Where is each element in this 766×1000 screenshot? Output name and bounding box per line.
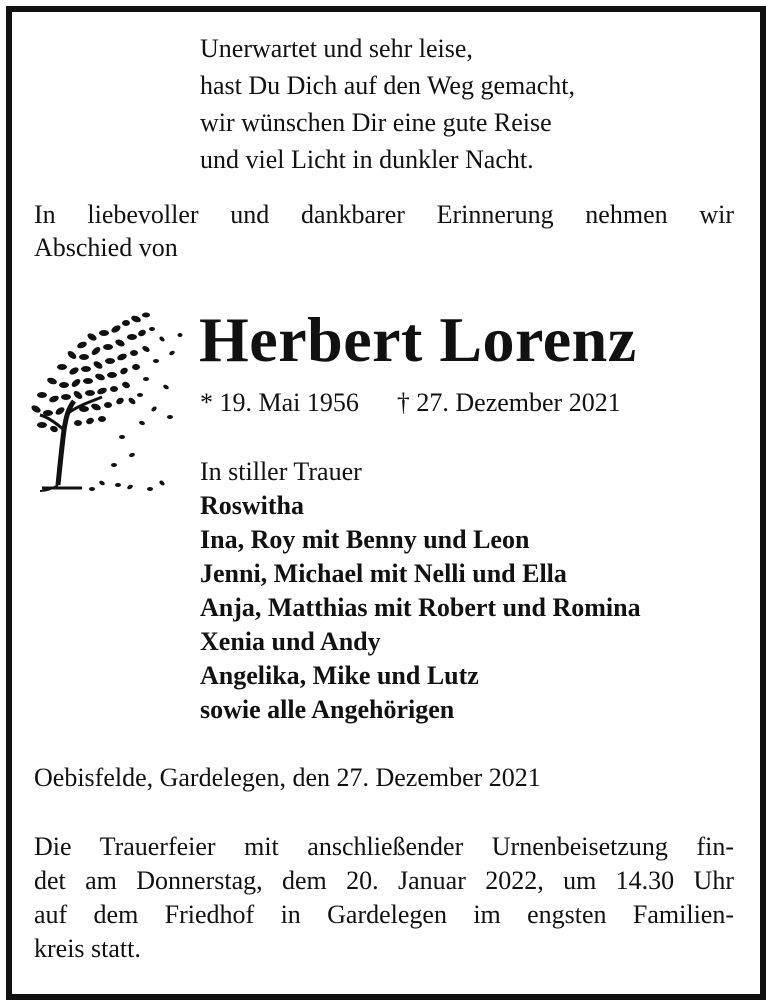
mourner-line: Roswitha <box>200 491 305 520</box>
mourner-line: Jenni, Michael mit Nelli und Ella <box>200 559 567 588</box>
notice-line: auf dem Friedhof in Gardelegen im engsten Familien- <box>34 900 734 929</box>
mourner-line: sowie alle Angehörigen <box>200 695 455 724</box>
notice-line: Die Trauerfeier mit anschließender Urnenbeisetzung fin- <box>34 832 734 861</box>
notice-line: det am Donnerstag, dem 20. Januar 2022, um 14.30 Uhr <box>34 866 734 895</box>
life-dates <box>200 385 621 421</box>
deceased-name: Herbert Lorenz <box>199 304 637 375</box>
intro-text <box>34 198 734 264</box>
mourning-heading: In stiller Trauer <box>200 457 362 486</box>
poem <box>200 30 575 178</box>
funeral-notice <box>34 830 734 966</box>
poem-line: Unerwartet und sehr leise, <box>200 34 473 63</box>
tree-with-falling-leaves-icon <box>22 305 187 500</box>
mourner-line: Ina, Roy mit Benny und Leon <box>200 525 530 554</box>
mourner-line: Anja, Matthias mit Robert und Romina <box>200 593 641 622</box>
mourner-line: Angelika, Mike und Lutz <box>200 661 479 690</box>
intro-line: In liebevoller und dankbarer Erinnerung nehmen wir <box>34 200 734 229</box>
notice-line: kreis statt. <box>34 934 141 963</box>
poem-line: und viel Licht in dunkler Nacht. <box>200 145 534 174</box>
intro-line: Abschied von <box>34 233 178 262</box>
birth-date: * 19. Mai 1956 <box>200 388 359 417</box>
poem-line: hast Du Dich auf den Weg gemacht, <box>200 71 576 100</box>
mourner-line: Xenia und Andy <box>200 627 381 656</box>
death-date: † 27. Dezember 2021 <box>396 388 621 417</box>
place-and-date: Oebisfelde, Gardelegen, den 27. Dezember 2021 <box>34 763 541 792</box>
mourners-list <box>200 455 641 727</box>
poem-line: wir wünschen Dir eine gute Reise <box>200 108 552 137</box>
